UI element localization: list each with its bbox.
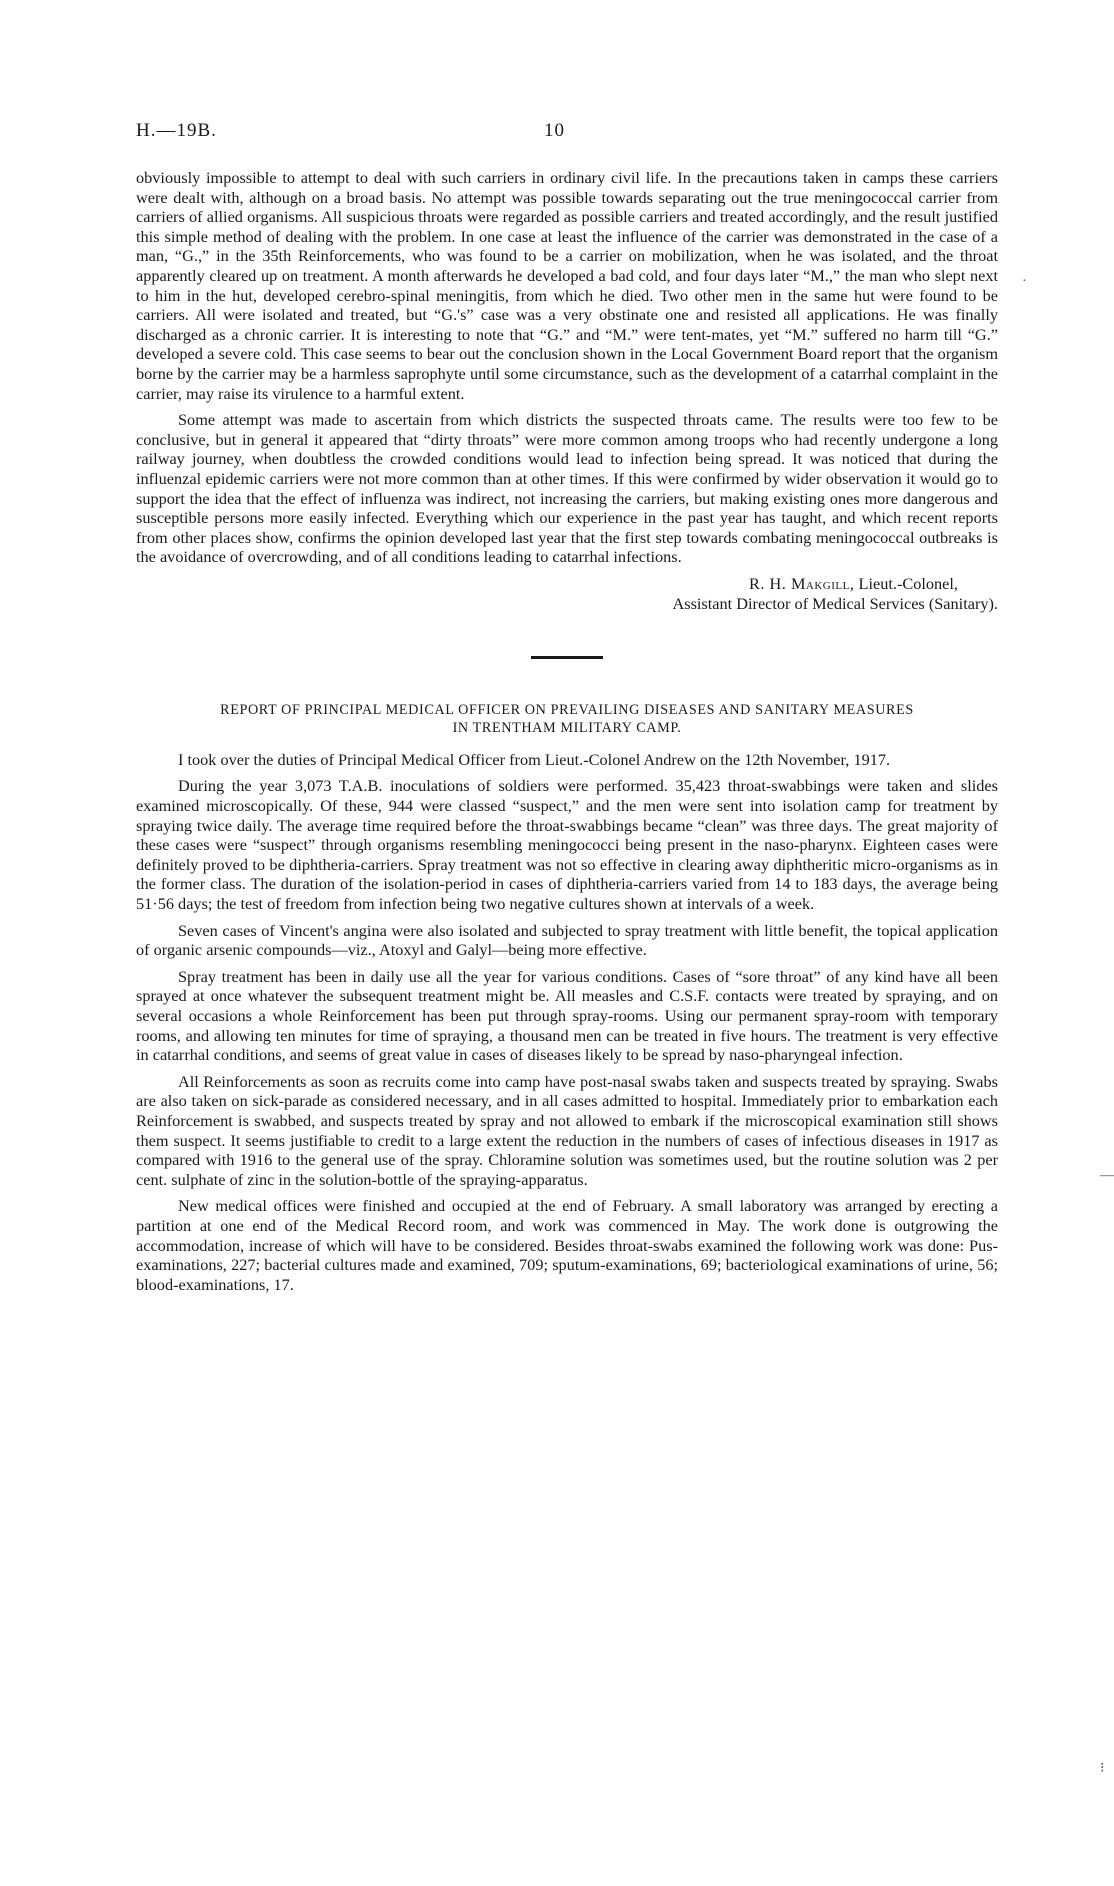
page-header [136,120,996,150]
section-title-line-2: IN TRENTHAM MILITARY CAMP. [452,719,682,736]
section-title-line-1: REPORT OF PRINCIPAL MEDICAL OFFICER ON PREVAILING DISEASES AND SANITARY MEASURES [220,701,914,718]
paragraph: obviously impossible to attempt to deal with such carriers in ordinary civil life. In the precautions taken in camps these carriers were dealt with, although on a broad basis. No attempt was possible towards separating out the true meningococcal carrier from carriers of allied organisms. All suspicious throats were regarded as possible carriers and treated accordingly, and the result justified this simple method of dealing with the problem. In one case at least the influence of the carrier was demonstrated in the case of a man, “G.,” in the 35th Reinforcements, who was found to be a carrier on mobilization, when he was isolated, and the throat apparently cleared up on treatment. A month afterwards he developed a bad cold, and four days later “M.,” the man who slept next to him in the hut, developed cerebro-spinal meningitis, from which he died. Two other men in the same hut were found to be carriers. All were isolated and treated, but “G.'s” case was a very obstinate one and resisted all applications. He was finally discharged as a chronic carrier. It is interesting to note that “G.” and “M.” were tent-mates, yet “M.” suffered no harm till “G.” developed a severe cold. This case seems to bear out the conclusion shown in the Local Government Board report that the organism borne by the carrier may be a harmless saprophyte until some circumstance, such as the development of a catarrhal complaint in the carrier, may raise its virulence to a harmful extent. [136,168,998,403]
section-divider [531,656,603,659]
paragraph: During the year 3,073 T.A.B. inoculations of soldiers were performed. 35,423 throat-swabbings were taken and slides examined microscopically. Of these, 944 were classed “suspect,” and the men were sent into isolation camp for treatment by spraying twice daily. The average time required before the throat-swabbings became “clean” was three days. The great majority of these cases were “suspect” through organisms resembling meningococci being present in the naso-pharynx. Eighteen cases were definitely proved to be diphtheria-carriers. Spray treatment was not so effective in clearing away diphtheritic micro-organisms as in the former class. The duration of the isolation-period in cases of diphtheria-carriers varied from 14 to 183 days, the average being 51·56 days; the test of freedom from infection being two negative cultures shown at intervals of a week. [136,776,998,914]
document-body [136,168,998,1301]
paragraph: New medical offices were finished and occupied at the end of February. A small laboratory was arranged by erecting a partition at one end of the Medical Record room, and work was commenced in May. The work done is outgrowing the accommodation, increase of which will have to be considered. Besides throat-swabs examined the following work was done: Pus-examinations, 227; bacterial cultures made and examined, 709; sputum-examinations, 69; bacteriological examinations of urine, 56; blood-examinations, 17. [136,1196,998,1294]
margin-mark: ⁝ [1100,1761,1105,1776]
paragraph: I took over the duties of Principal Medical Officer from Lieut.-Colonel Andrew on the 12th November, 1917. [178,749,891,769]
paragraph: Spray treatment has been in daily use all the year for various conditions. Cases of “sore throat” of any kind have all been sprayed at once whatever the subsequent treatment might be. All measles and C.S.F. contacts were treated by spraying, and on several occasions a whole Reinforcement has been put through spray-rooms. Using our permanent spray-room with temporary rooms, and allowing ten minutes for time of spraying, a thousand men can be treated in five hours. The treatment is very effective in catarrhal conditions, and seems of great value in cases of diseases likely to be spread by naso-pharyngeal infection. [136,966,998,1065]
paragraph: All Reinforcements as soon as recruits come into camp have post-nasal swabs taken and suspects treated by spraying. Swabs are also taken on sick-parade as considered necessary, and in all cases admitted to hospital. Immediately prior to embarkation each Reinforcement is swabbed, and suspects treated by spray and not allowed to embark if the microscopical examination still shows them suspect. It seems justifiable to credit to a large extent the reduction in the numbers of cases of infectious diseases in 1917 as compared with 1916 to the general use of the spray. Chloramine solution was sometimes used, but the routine solution was 2 per cent. sulphate of zinc in the solution-bottle of the spraying-apparatus. [136,1071,998,1189]
page-number: 10 [544,120,565,141]
signature-rank: Lieut.-Colonel, [858,573,958,593]
series-number: H.—19B. [136,120,217,141]
margin-mark: · [1022,274,1027,289]
section-title [136,701,998,737]
paragraph: Seven cases of Vincent's angina were also isolated and subjected to spray treatment with little benefit, the topical application of organic arsenic compounds—viz., Atoxyl and Galyl—being more effective. [136,920,998,960]
signature-name: R. H. Makgill, [749,573,855,593]
signature-line [136,574,998,594]
paragraph: Some attempt was made to ascertain from which districts the suspected throats came. The results were too few to be conclusive, but in general it appeared that “dirty throats” were more common among troops who had recently undergone a long railway journey, when doubtless the crowded conditions would lead to infection being spread. It was noticed that during the influenzal epidemic carriers were not more common than at other times. If this were confirmed by wider observation it would go to support the idea that the effect of influenza was indirect, not increasing the carriers, but making existing ones more dangerous and susceptible persons more easily infected. Everything which our experience in the past year has taught, and which recent reports from other places show, confirms the opinion developed last year that the first step towards combating meningococcal outbreaks is the avoidance of overcrowding, and of all conditions leading to catarrhal infections. [136,410,998,567]
margin-mark: — [1100,1168,1114,1183]
signature-title: Assistant Director of Medical Services (Sanitary). [672,593,998,613]
